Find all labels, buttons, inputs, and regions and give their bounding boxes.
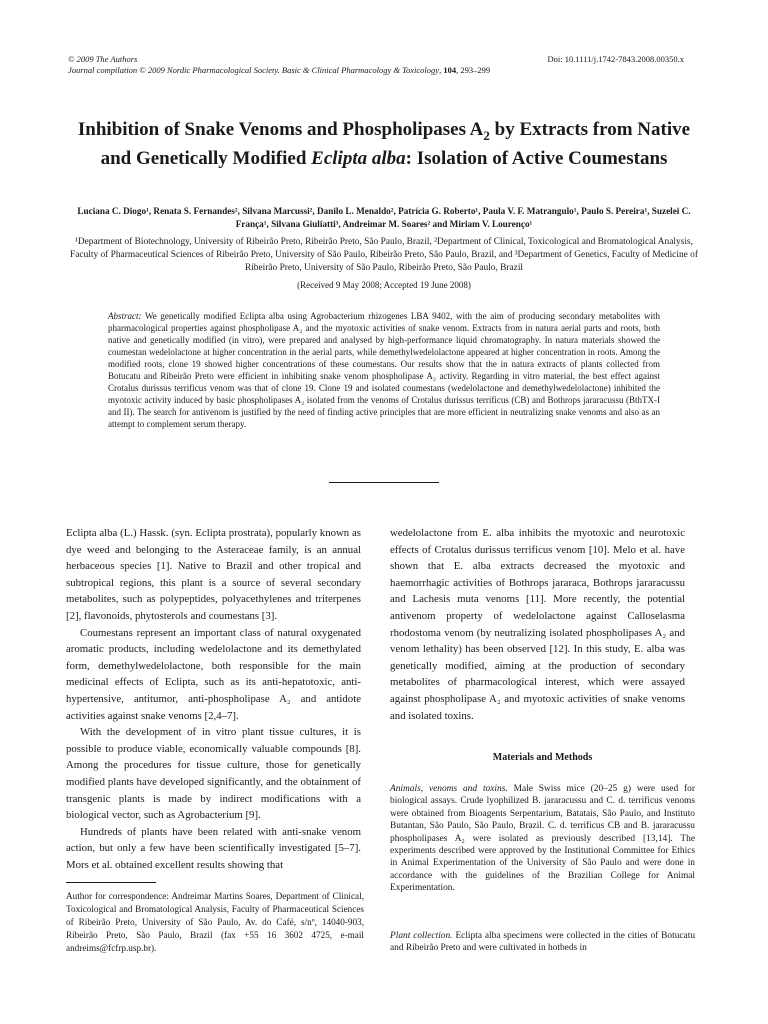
right-column xyxy=(390,525,685,724)
abstract xyxy=(108,310,660,430)
left-column xyxy=(66,525,361,873)
section-heading: Materials and Methods xyxy=(492,752,593,763)
paragraph: Hundreds of plants have been related with anti-snake venom action, but only a few have been scientifically investigated [5–7]. Mors et al. obtained excellent results showing that xyxy=(66,825,361,871)
paragraph: Eclipta alba (L.) Hassk. (syn. Eclipta prostrata), popularly known as dye weed and belonging to the Asteraceae family, is an annual herbaceous species [1]. Native to Brazil and other tropical and subtropical regions, this plant is a source of several secondary metabolites, such as polypeptides, polyacethylenes and triterpenes [2], flavonoids, phytosterols and coumestans [3]. xyxy=(66,527,361,622)
footnote-divider xyxy=(66,882,156,883)
paragraph: With the development of in vitro plant tissue cultures, it is possible to produce viable, economically valuable compounds [8]. Among the procedures for tissue culture, those for genetically modified plants have developed significantly, and the obtainment of transgenic plants is made by indirect modifications with a biological vector, such as Agrobacterium [9]. xyxy=(66,726,361,822)
paragraph: Coumestans represent an important class of natural oxygenated aromatic products, including wedelolactone and its demethylated form, demethylwedelolactone, both responsible for the main medicinal effects of Eclipta, such as its anti-hepatotoxic, anti-hypertensive, antitumor, anti-phospholipase A₂ and antidote activities against snake venoms [2,4–7]. xyxy=(66,626,361,722)
correspondence-footnote: Author for correspondence: Andreimar Martins Soares, Department of Clinical, Toxicological and Bromatological Analysis, Faculty of Pharmaceutical Sciences of Ribeirão Preto, University of São Paulo, Av. do Café, s/nº, 14040-903, Ribeirão Preto, São Paulo, Brazil (fax +55 16 3602 4725, e-mail andreims@fcfrp.usp.br). xyxy=(66,891,364,953)
affiliations: ¹Department of Biotechnology, University of Ribeirão Preto, Ribeirão Preto, São Paulo, Brazil, ²Department of Clinical, Toxicological and Bromatological Analysis, Faculty of Pharmaceutical Sciences of Ribeirão Preto, University of São Paulo, Ribeirão Preto, São Paulo, Brazil, and ³Department of Genetics, Faculty of Medicine of Ribeirão Preto, University of São Paulo, Ribeirão Preto, São Paulo, Brazil xyxy=(70,237,698,273)
doi: Doi: 10.1111/j.1742-7843.2008.00350.x xyxy=(547,54,684,64)
paragraph: wedelolactone from E. alba inhibits the myotoxic and neurotoxic effects of Crotalus durissus terrificus venom [10]. Melo et al. have shown that E. alba extracts decreased the myotoxic and haemorrhagic activities of Bothrops jararaca, Bothrops jararacussu and Lachesis muta venoms [11]. More recently, the potential antivenom property of wedelolactone against Calloselasma rhodostoma venom (by neutralizing isolated phospholipases A₂ and venom lethality) has been observed [12]. In this study, E. alba was genetically modified, aiming at the production of secondary metabolites of pharmacological interest, which were assayed against phospholipase A₂ and myotoxic activities of snake venoms and isolated toxins. xyxy=(390,527,685,722)
running-header xyxy=(68,54,548,76)
received-dates: (Received 9 May 2008; Accepted 19 June 2008) xyxy=(297,280,471,290)
copyright-line: © 2009 The Authors xyxy=(68,54,138,64)
methods-paragraph-animals: Animals, venoms and toxins. Male Swiss mice (20–25 g) were used for biological assays. Crude lyophilized B. jararacussu and C. d. terrificus venoms were obtained from Bioagents Serpentarium, Batatais, São Paulo, and Instituto Butantan, São Paulo, São Paulo, Brazil. C. d. terrificus CB and B. jararacussu phospholipases A₂ were isolated as previously described [13,14]. The experiments described were approved by the Institutional Committee for Ethics in Animal Experimentation of the University of São Paulo and were done in accordance with the guidelines of the Brazilian College for Animal Experimentation. xyxy=(390,784,695,894)
author-list: Luciana C. Diogo¹, Renata S. Fernandes², Silvana Marcussi², Danilo L. Menaldo², Patrícia G. Roberto¹, Paula V. F. Matrangulo¹, Paulo S. Pereira¹, Suzelei C. França¹, Silvana Giuliatti³, Andreimar M. Soares² and Miriam V. Lourenço¹ xyxy=(77,206,691,229)
section-divider xyxy=(329,482,439,483)
methods-paragraph-plant: Plant collection. Eclipta alba specimens were collected in the cities of Botucatu and Ribeirão Preto and were cultivated in hotbeds in xyxy=(390,931,696,954)
journal-line: Journal compilation © 2009 Nordic Pharmacological Society. Basic & Clinical Pharmacology & Toxicology, 104, 293–299 xyxy=(68,65,491,75)
abstract-label: Abstract: xyxy=(108,311,142,321)
article-title: Inhibition of Snake Venoms and Phospholipases $A_2$ by Extracts from Native and Genetically Modified Eclipta alba: Isolation of Active Coumestans xyxy=(77,119,691,169)
abstract-text: We genetically modified Eclipta alba using Agrobacterium rhizogenes LBA 9402, with the aim of producing secondary metabolites with pharmacological properties against phospholipase A₂ and the myotoxic activities of snake venom. Extracts from in natura aerial parts and roots, both native and genetically modified (in vitro), were prepared and analysed by high-performance liquid chromatography. In natura materials showed the coumestan wedelolactone at higher concentration in the aerial parts, while demethylwedelolactone appeared at higher concentration in roots. Among the modified roots, clone 19 showed higher concentrations of these coumestans. Our results show that the in natura extracts of plants collected from Botucatu and Ribeirão Preto were efficient in inhibiting snake venom phospholipase A₂ activity. Regarding in vitro material, the best effect against Crotalus durissus terrificus venom was that of clone 19. Clone 19 and isolated coumestans (wedelolactone and demethylwedelolactone) inhibited the myotoxic activity induced by basic phospholipases A₂ isolated from the venoms of Crotalus durissus terrificus (CB) and Bothrops jararacussu (BthTX-I and II). The search for antivenom is justified by the need of finding active principles that are more efficient in neutralizing snake venoms and also as an attempt to complement serum therapy. xyxy=(108,311,660,429)
